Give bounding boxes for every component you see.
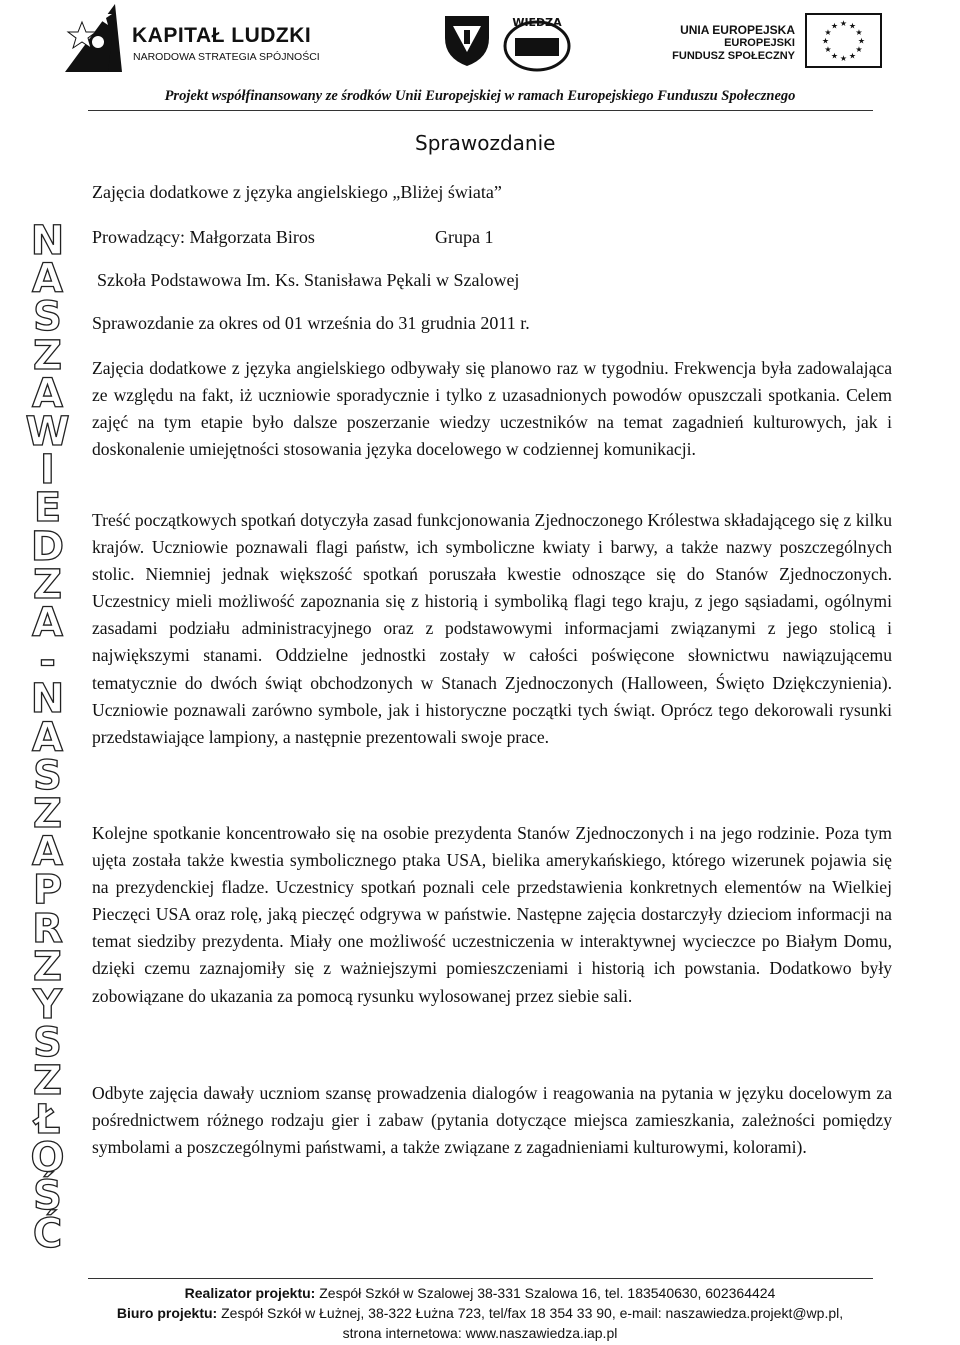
sidebar-letter: Z [32, 332, 62, 379]
school-name: Szkoła Podstawowa Im. Ks. Stanisława Pękali w Szalowej [97, 270, 520, 290]
header [0, 0, 960, 110]
sidebar-letter: - [39, 638, 56, 685]
sidebar-letter: A [32, 370, 63, 417]
header-divider [88, 110, 873, 111]
teacher-line: Prowadzący: Małgorzata Biros [92, 227, 315, 247]
sidebar-letter: Z [32, 943, 62, 990]
sidebar-letter: R [32, 905, 63, 952]
sidebar-letter: A [32, 256, 63, 303]
svg-text:★: ★ [830, 21, 839, 31]
sidebar-letter: W [25, 409, 70, 456]
shield-logo [443, 12, 491, 68]
sidebar-letter: E [33, 485, 62, 532]
footer-line-3: strona internetowa: www.naszawiedza.iap.pl [342, 1325, 618, 1341]
paragraph-4: Odbyte zajęcia dawały uczniom szansę prowadzenia dialogów i reagowania na pytania w języku docelowym za pośrednictwem różnego rodzaju gier i zabaw (pytania dotyczące miejsca zamieszkania, zależności pomiędzy symbolami a poszczególnymi państwami, a także związane z zagadnieniami kulturowymi, kolorami). [92, 1083, 892, 1158]
footer-line-1 [0, 1283, 960, 1303]
svg-text:★: ★ [824, 45, 832, 54]
eu-line-1: UNIA EUROPEJSKA [680, 23, 795, 37]
sidebar-letter: S [33, 1020, 62, 1067]
svg-text:★: ★ [848, 51, 857, 61]
sidebar-letter: I [40, 447, 55, 494]
kapital-ludzki-title: KAPITAŁ LUDZKI [132, 24, 312, 47]
wiedza-logo-text: WIEDZA [512, 16, 562, 29]
sidebar-letter: A [32, 600, 63, 647]
sidebar-letter: A [32, 829, 63, 876]
group-label: Grupa 1 [435, 227, 494, 247]
footer-line-2 [0, 1303, 960, 1323]
footer-line-1-label: Realizator projektu: [184, 1285, 316, 1301]
page-title: Sprawozdanie [415, 131, 556, 155]
eu-text [672, 24, 795, 63]
sidebar-letter: P [32, 867, 63, 914]
sidebar-letter: S [33, 752, 62, 799]
sidebar-letter: A [32, 714, 63, 761]
cofinancing-note: Projekt współfinansowany ze środków Unii Europejskiej w ramach Europejskiego Funduszu Społecznego [164, 88, 796, 104]
svg-text:★: ★ [857, 36, 866, 46]
sidebar-letter: Z [32, 791, 62, 838]
footer [0, 1283, 960, 1343]
paragraph-1: Zajęcia dodatkowe z języka angielskiego odbywały się planowo raz w tygodniu. Frekwencja była zadowalająca ze względu na fakt, iż uczniowie sporadycznie i tylko z uzasadnionych powodów opuszczali spotkania. Celem zajęć na tym etapie było dalsze poszerzanie wiedzy uczestników na temat zagadnień kulturowych, jak i doskonalenie umiejętności stosowania języka docelowego w codziennej komunikacji. [92, 358, 892, 460]
kapital-ludzki-subtitle: NARODOWA STRATEGIA SPÓJNOŚCI [133, 51, 320, 63]
sidebar-letter: N [30, 218, 65, 264]
svg-text:★: ★ [848, 21, 857, 31]
footer-divider [88, 1278, 873, 1279]
svg-text:★: ★ [839, 19, 848, 28]
sidebar-letter: Y [33, 982, 62, 1029]
sidebar-letter: D [30, 523, 65, 570]
footer-line-2-text: Zespół Szkół w Łużnej, 38-322 Łużna 723, tel/fax 18 354 33 90, e-mail: naszawiedza.projekt@wp.pl, [217, 1305, 844, 1321]
eu-line-2: EUROPEJSKI [724, 37, 795, 49]
eu-line-3: FUNDUSZ SPOŁECZNY [672, 50, 795, 62]
course-name: Zajęcia dodatkowe z języka angielskiego „Bliżej świata” [92, 182, 502, 202]
sidebar-letter: Ł [34, 1096, 61, 1143]
svg-text:★: ★ [830, 51, 839, 61]
paragraph-2: Treść początkowych spotkań dotyczyła zasad funkcjonowania Zjednoczonego Królestwa składającego się z kilku krajów. Uczniowie poznawali flagi państw, ich symboliczne kwiaty i barwy, a także nazwy poszczególnych stolic. Niemniej jednak większość spotkań poruszała kwestie odnoszące się do Stanów Zjednoczonych. Uczestnicy mieli możliwość zapoznania się z historią i symboliką flagi tego kraju, z jego sąsiadami, ogólnymi zasadami podziału administracyjnego oraz z podstawowymi informacjami związanymi z jego stolicą i największymi stanami. Oddzielne jednostki zostały w całości poświęcone słownictwu nawiązującemu tematycznie do dwóch świąt obchodzonych w Stanach Zjednoczonych (Halloween, Święto Dziękczynienia). Uczniowie poznawali zarówno symbole, jak i historyczne początki tych świąt. Oprócz tego dekorowali rysunki przedstawiające lampiony, a następnie prezentowali swoje prace. [92, 510, 892, 747]
eu-flag-icon [805, 13, 882, 68]
svg-text:★: ★ [855, 45, 863, 54]
svg-text:★: ★ [839, 54, 848, 63]
svg-text:★: ★ [821, 36, 830, 46]
footer-line-2-label: Biuro projektu: [116, 1305, 218, 1321]
footer-line-1-text: Zespół Szkół w Szalowej 38-331 Szalowa 16, tel. 183540630, 602364424 [315, 1285, 776, 1301]
sidebar-letter: Z [32, 561, 62, 608]
sidebar-letter: O [30, 1134, 65, 1181]
wiedza-school-logo [500, 12, 574, 74]
sidebar-letter: Ś [33, 1173, 62, 1220]
paragraph-3: Kolejne spotkanie koncentrowało się na osobie prezydenta Stanów Zjednoczonych i na jego rodzinie. Poza tym ujęta została także kwestia symbolicznego ptaka USA, bielika amerykańskiego, którego wizerunek pojawia się na prezydenckiej fladze. Uczestnicy spotkań poznali cele przedstawienia konkretnych elementów na Wielkiej Pieczęci USA oraz rolę, jaką pieczęć odgrywa w państwie. Następne zajęcia dostarczyły dzieciom informacji na temat siedziby prezydenta. Miały one możliwość uczestniczenia w interaktywnej wycieczce po Białym Domu, dzięki czemu zaznajomiły się z ważniejszymi pomieszczeniami i historią ich powstania. Dodatkowo były zobowiązane do ukazania za pomocą rysunku wylosowanej przez siebie sali. [92, 823, 892, 1006]
sidebar-letter: N [30, 676, 65, 723]
sidebar-letter: S [33, 294, 62, 341]
sidebar-letter: Ć [32, 1211, 63, 1258]
report-period: Sprawozdanie za okres od 01 września do 31 grudnia 2011 r. [92, 313, 530, 333]
svg-text:★: ★ [824, 28, 832, 37]
svg-text:★: ★ [855, 28, 863, 37]
sidebar-vertical-slogan [20, 218, 75, 1258]
sidebar-letter: Z [32, 1058, 62, 1105]
